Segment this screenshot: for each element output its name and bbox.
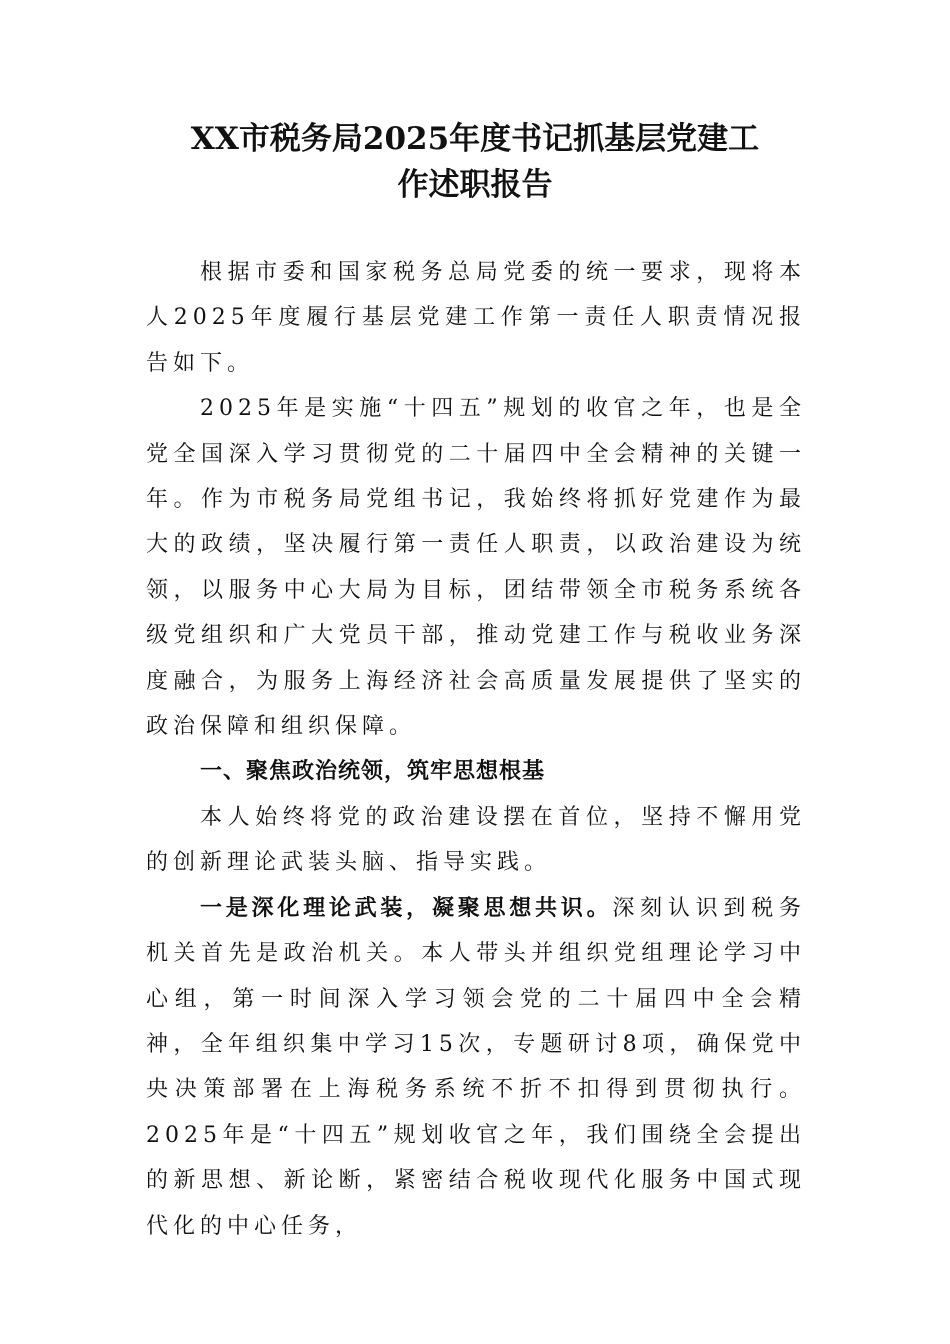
- title-line-2: 作述职报告: [397, 167, 553, 203]
- paragraph-intro: 根据市委和国家税务总局党委的统一要求，现将本人2025年度履行基层党建工作第一责任人职责情况报告如下。: [146, 260, 806, 376]
- paragraph-body-text: 深刻认识到税务机关首先是政治机关。本人带头并组织党组理论学习中心组，第一时间深入学习领会党的二十届四中全会精神，全年组织集中学习15次，专题研讨8项，确保党中央决策部署在上海税务系统不折不扣得到贯彻执行。2025年是“十四五”规划收官之年，我们围绕全会提出的新思想、新论断，紧密结合税收现代化服务中国式现代化的中心任务，: [146, 895, 806, 1239]
- title-line-1: XX市税务局2025年度书记抓基层党建工: [190, 121, 760, 157]
- paragraph-lead-text: 一是深化理论武装，凝聚思想共识。: [200, 894, 613, 921]
- document-title: [120, 116, 830, 208]
- document-body: [146, 250, 806, 1249]
- paragraph-section1-intro: 本人始终将党的政治建设摆在首位，坚持不懈用党的创新理论武装头脑、指导实践。: [146, 804, 806, 876]
- section-heading-1: 一、聚焦政治统领，筑牢思想根基: [200, 759, 546, 785]
- paragraph-overview: 2025年是实施“十四五”规划的收官之年，也是全党全国深入学习贯彻党的二十届四中全会精神的关键一年。作为市税务局党组书记，我始终将抓好党建作为最大的政绩，坚决履行第一责任人职责，以政治建设为统领，以服务中心大局为目标，团结带领全市税务系统各级党组织和广大党员干部，推动党建工作与税收业务深度融合，为服务上海经济社会高质量发展提供了坚实的政治保障和组织保障。: [146, 396, 806, 740]
- paragraph-theory: [146, 886, 806, 1249]
